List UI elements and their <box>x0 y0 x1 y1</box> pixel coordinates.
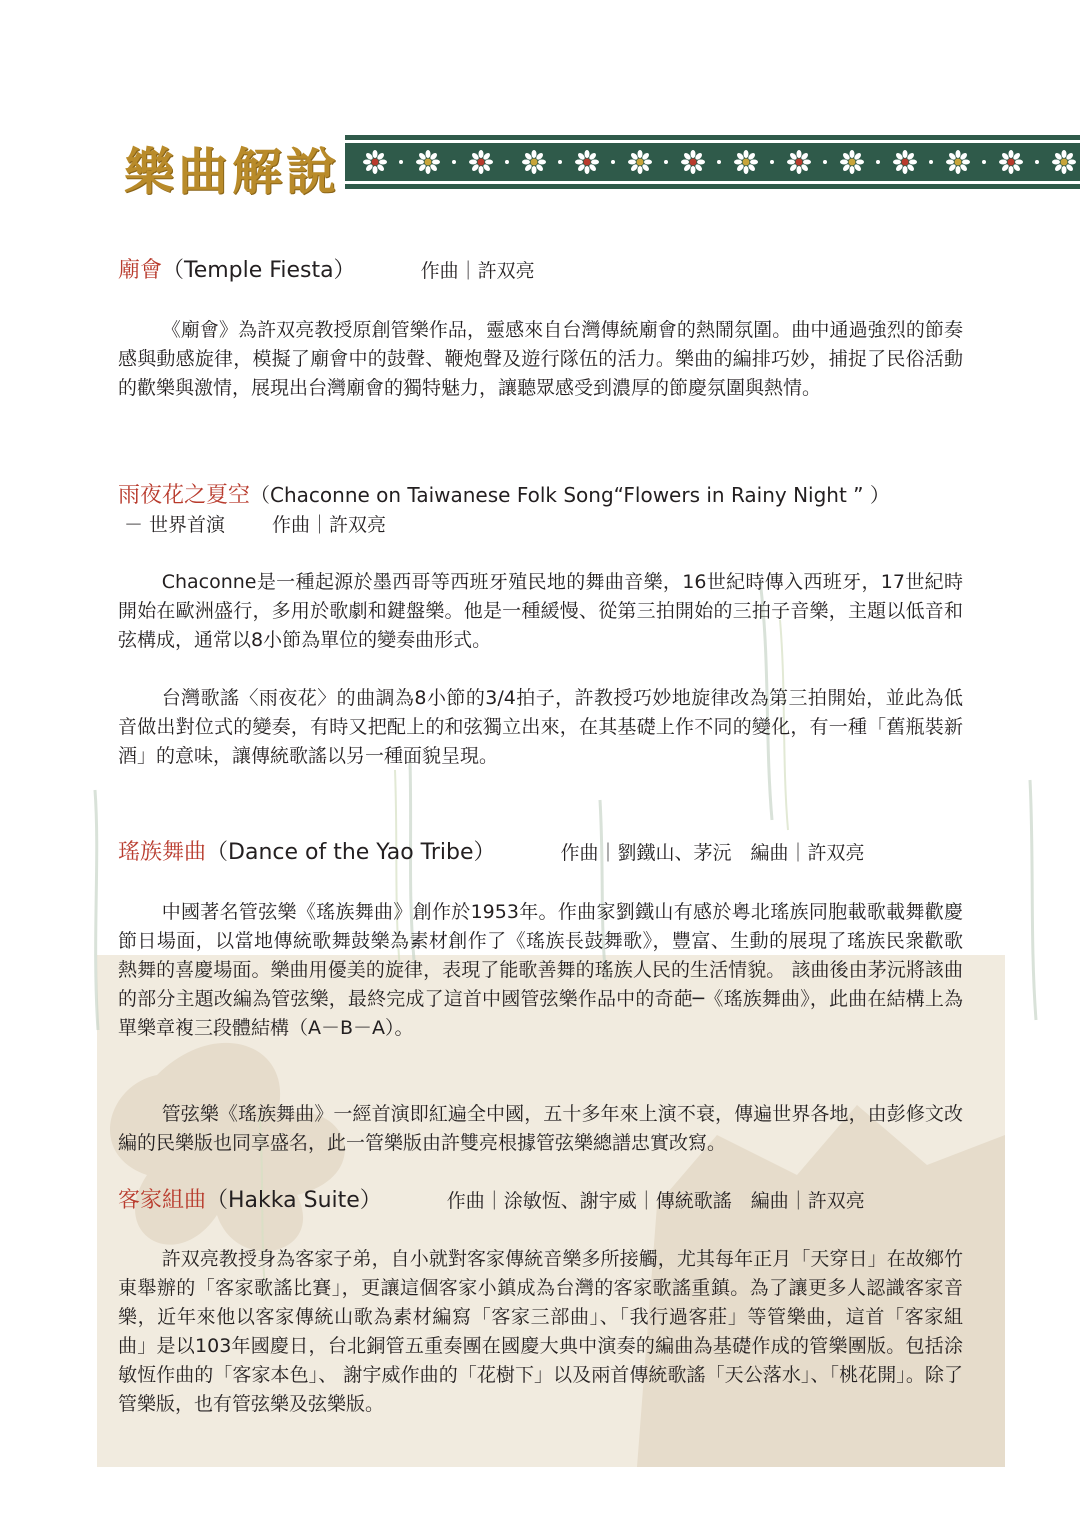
piece-heading <box>118 1186 865 1216</box>
flower-ornament <box>575 150 599 174</box>
page-title: 樂曲解說 <box>124 142 340 201</box>
flower-ornament <box>893 150 917 174</box>
dot-ornament <box>717 160 721 164</box>
piece-name-zh: 廟會 <box>118 258 163 283</box>
piece-credit: 作曲｜許双亮 <box>272 514 387 536</box>
flower-ornament <box>734 150 758 174</box>
dot-ornament <box>982 160 986 164</box>
piece-name-en: （Hakka Suite） <box>206 1188 382 1213</box>
piece-heading <box>118 256 535 286</box>
dot-ornament <box>664 160 668 164</box>
piece-credit: 作曲｜許双亮 <box>420 260 535 282</box>
piece-subheading <box>124 510 386 540</box>
piece-credit: 作曲｜劉鐵山、茅沅 編曲｜許双亮 <box>560 842 865 864</box>
piece-heading <box>118 480 890 511</box>
piece-name-zh: 雨夜花之夏空 <box>118 483 251 508</box>
piece-description: 管弦樂《瑤族舞曲》一經首演即紅遍全中國，五十多年來上演不衰，傳遍世界各地，由彭修文改編的民樂版也同享盛名，此一管樂版由許雙亮根據管弦樂總譜忠實改寫。 <box>118 1103 963 1154</box>
dot-ornament <box>876 160 880 164</box>
premiere-label: － 世界首演 <box>124 514 226 536</box>
flower-ornament <box>787 150 811 174</box>
piece-name-en: （Chaconne on Taiwanese Folk Song“Flowers in Rainy Night ” ） <box>250 483 890 507</box>
piece-description: 台灣歌謠〈雨夜花〉的曲調為8小節的3/4拍子，許教授巧妙地旋律改為第三拍開始，並此為低音做出對位式的變奏，有時又把配上的和弦獨立出來，在其基礎上作不同的變化，有一種「舊瓶裝新酒」的意味，讓傳統歌謠以另一種面貌呈現。 <box>118 687 963 767</box>
dot-ornament <box>770 160 774 164</box>
piece-credit: 作曲｜涂敏恆、謝宇威｜傳統歌謠 編曲｜許双亮 <box>446 1190 865 1212</box>
flower-ornament <box>628 150 652 174</box>
piece-description: 中國著名管弦樂《瑤族舞曲》創作於1953年。作曲家劉鐵山有感於粵北瑤族同胞載歌載舞歡慶節日場面，以當地傳統歌舞鼓樂為素材創作了《瑤族長鼓舞歌》，豐富、生動的展現了瑤族民衆歡歌熱舞的喜慶場面。樂曲用優美的旋律，表現了能歌善舞的瑤族人民的生活情貌。 該曲後由茅沅將該曲的部分主題改編為管弦樂，最終完成了這首中國管弦樂作品中的奇葩─《瑤族舞曲》，此曲在結構上為單樂章複三段體結構（A－B－A）。 <box>118 901 963 1039</box>
flower-ornament <box>469 150 493 174</box>
flower-ornament <box>522 150 546 174</box>
flower-ornament <box>1052 150 1076 174</box>
flower-ornament <box>999 150 1023 174</box>
flower-ornament <box>840 150 864 174</box>
dot-ornament <box>1035 160 1039 164</box>
flower-ornament <box>681 150 705 174</box>
piece-name-zh: 瑤族舞曲 <box>118 840 207 865</box>
dot-ornament <box>452 160 456 164</box>
dot-ornament <box>823 160 827 164</box>
ornamental-banner <box>345 135 1080 189</box>
flower-ornament <box>946 150 970 174</box>
dot-ornament <box>399 160 403 164</box>
piece-name-zh: 客家組曲 <box>118 1188 207 1213</box>
piece-description: 許双亮教授身為客家子弟，自小就對客家傳統音樂多所接觸，尤其每年正月「天穿日」在故鄉竹東舉辦的「客家歌謠比賽」，更讓這個客家小鎮成為台灣的客家歌謠重鎮。為了讓更多人認識客家音樂，近年來他以客家傳統山歌為素材編寫「客家三部曲」、「我行過客莊」等管樂曲，這首「客家組曲」是以103年國慶日，台北銅管五重奏團在國慶大典中演奏的編曲為基礎作成的管樂團版。包括涂敏恆作曲的「客家本色」、 謝宇威作曲的「花樹下」以及兩首傳統歌謠「天公落水」、「桃花開」。除了管樂版，也有管弦樂及弦樂版。 <box>118 1248 963 1415</box>
flower-ornament <box>363 150 387 174</box>
dot-ornament <box>929 160 933 164</box>
piece-name-en: （Dance of the Yao Tribe） <box>206 840 496 865</box>
dot-ornament <box>505 160 509 164</box>
dot-ornament <box>611 160 615 164</box>
piece-description: 《廟會》為許双亮教授原創管樂作品，靈感來自台灣傳統廟會的熱鬧氛圍。曲中通過強烈的節奏感與動感旋律，模擬了廟會中的鼓聲、鞭炮聲及遊行隊伍的活力。樂曲的編排巧妙，捕捉了民俗活動的歡樂與激情，展現出台灣廟會的獨特魅力，讓聽眾感受到濃厚的節慶氛圍與熱情。 <box>118 319 963 399</box>
flower-ornament <box>416 150 440 174</box>
piece-heading <box>118 838 865 868</box>
piece-name-en: （Temple Fiesta） <box>162 258 356 283</box>
piece-description: Chaconne是一種起源於墨西哥等西班牙殖民地的舞曲音樂，16世紀時傳入西班牙，17世紀時開始在歐洲盛行，多用於歌劇和鍵盤樂。他是一種緩慢、從第三拍開始的三拍子音樂，主題以低音和弦構成，通常以8小節為單位的變奏曲形式。 <box>118 571 963 651</box>
dot-ornament <box>558 160 562 164</box>
